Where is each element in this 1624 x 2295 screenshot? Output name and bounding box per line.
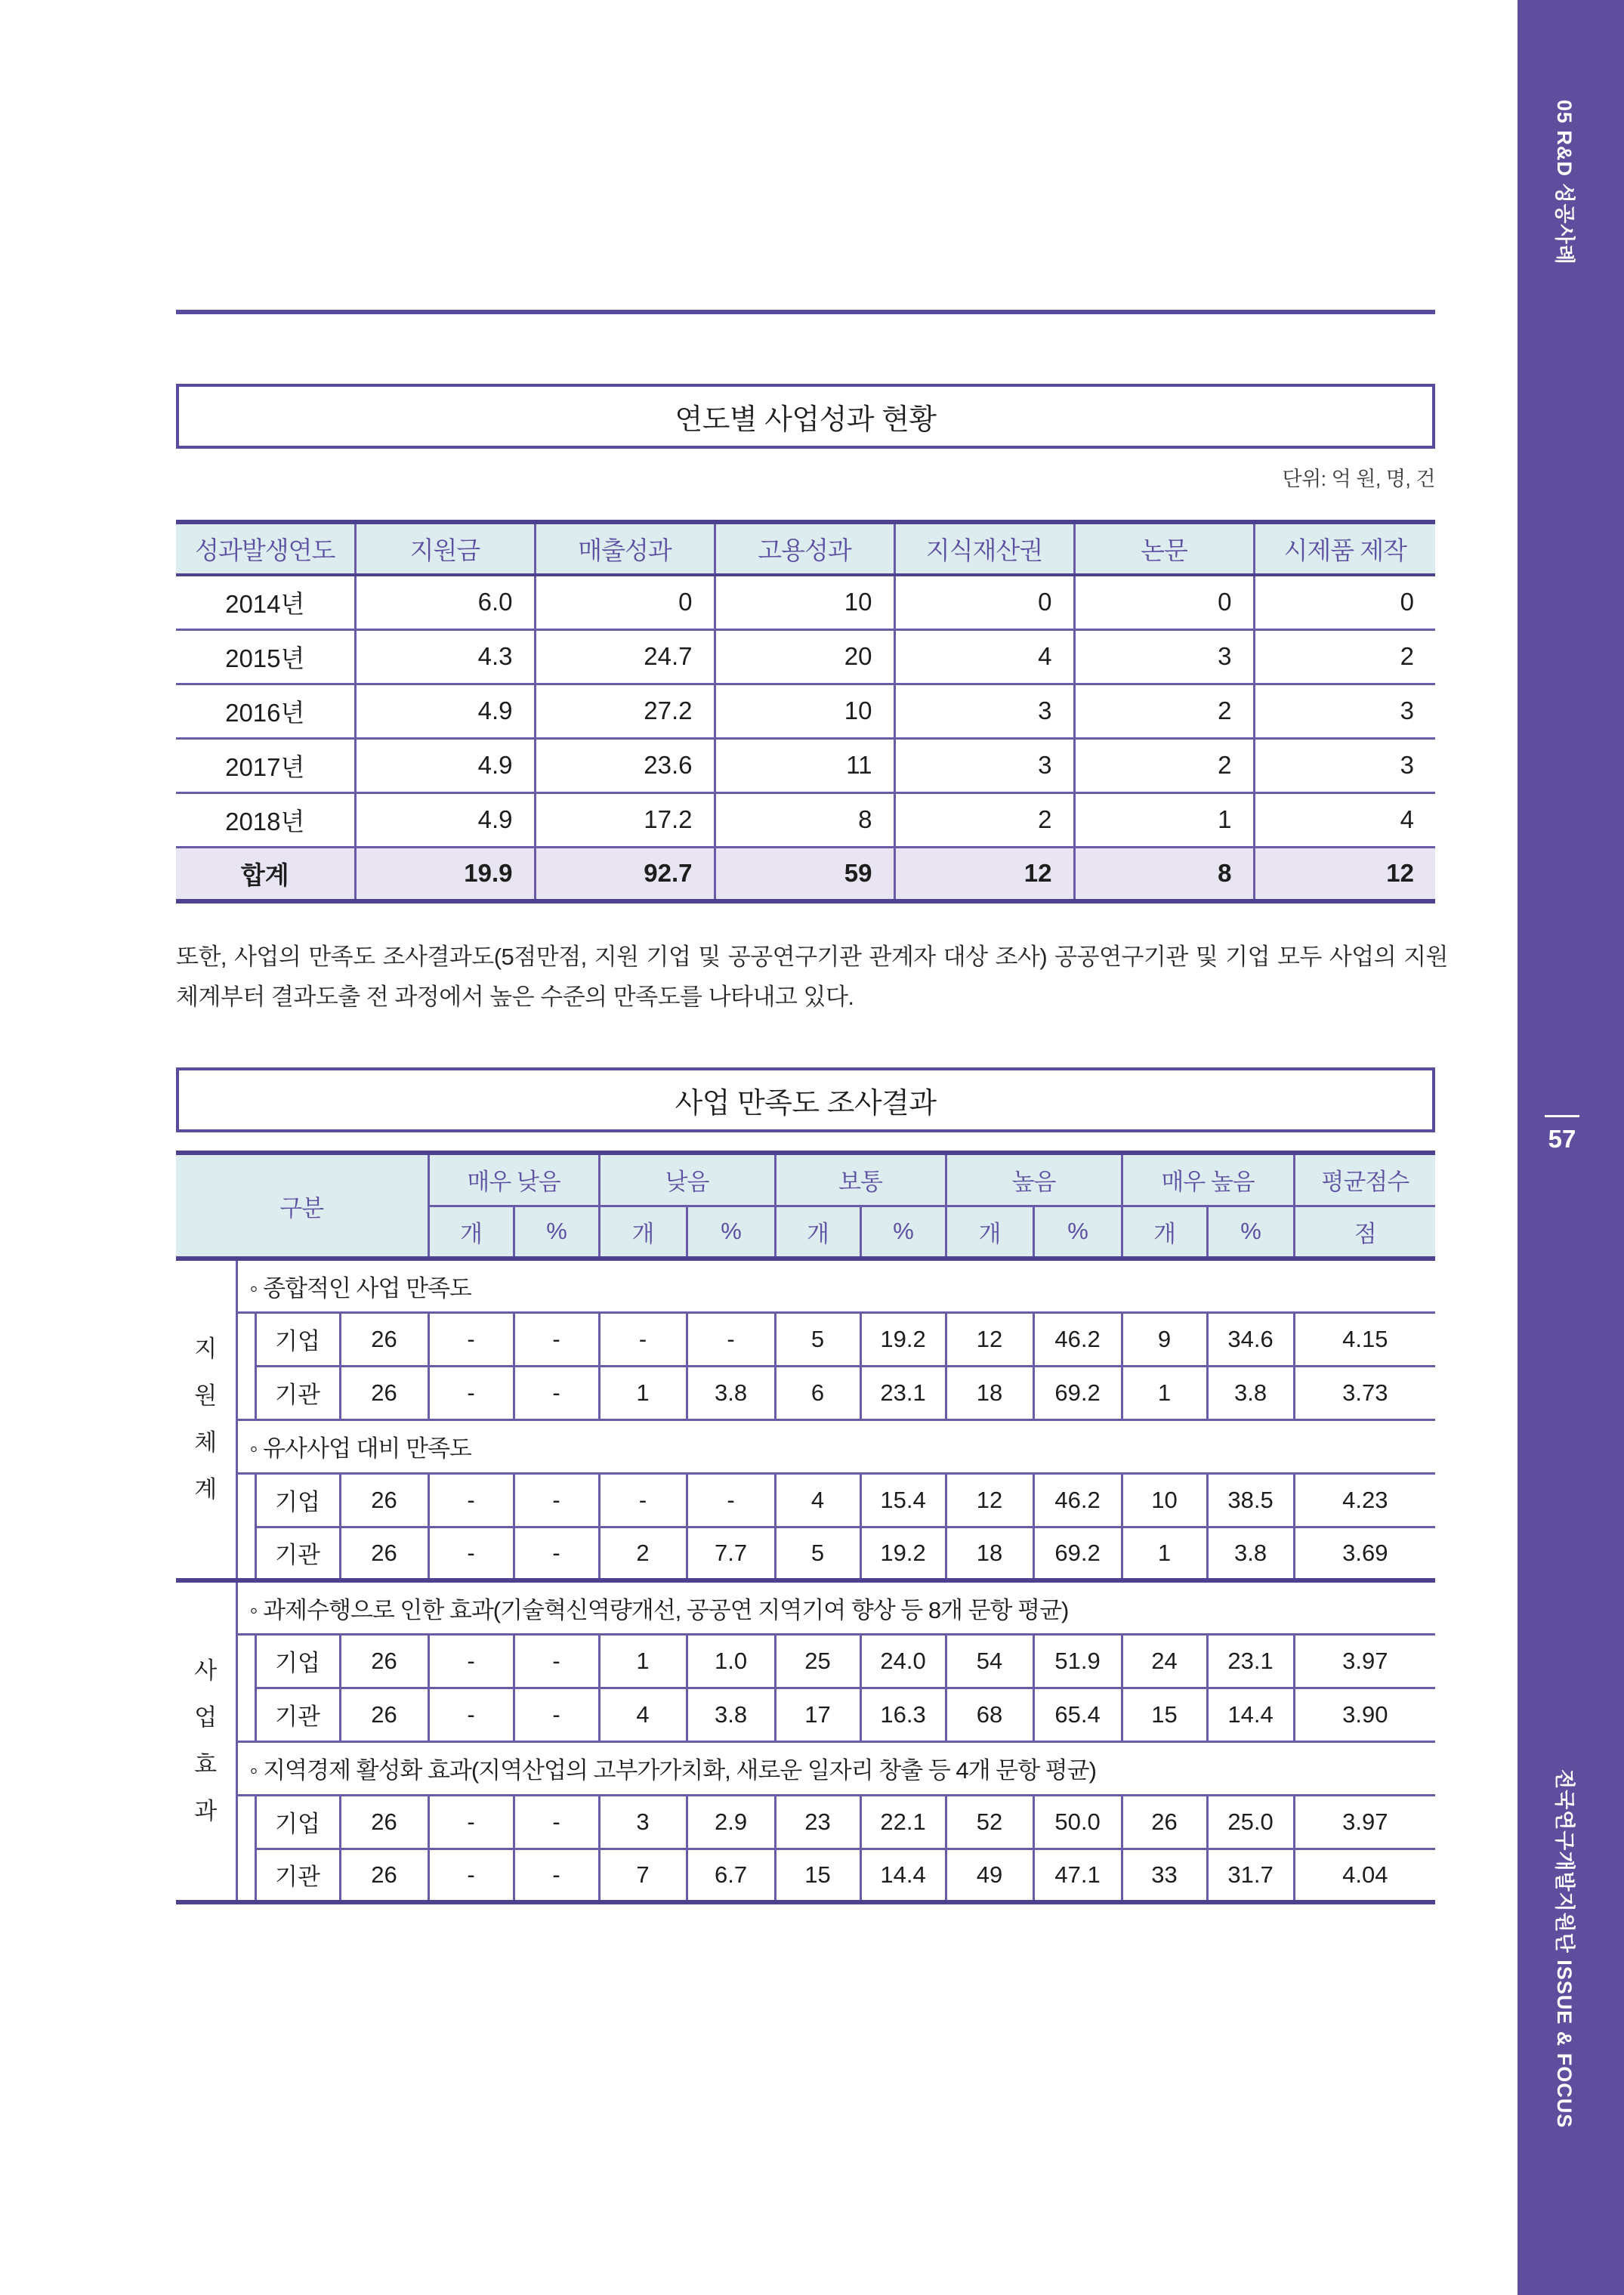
t2-group-label: 지원체계: [194, 1336, 218, 1503]
t2-respondent-cell: 기관: [255, 1366, 340, 1419]
table1-title: 연도별 사업성과 현황: [675, 403, 937, 436]
t2-cell: -: [687, 1312, 775, 1366]
t2-avg-cell: 4.04: [1294, 1849, 1435, 1902]
t2-cell: 18: [946, 1527, 1033, 1580]
t2-cell: 1: [1122, 1527, 1207, 1580]
t2-respondent-cell: 기업: [255, 1634, 340, 1688]
t2-unit-header: 개: [946, 1206, 1033, 1259]
t2-avg-cell: 3.73: [1294, 1366, 1435, 1419]
t1-cell: 3: [1254, 738, 1435, 792]
t1-total-label: 합계: [176, 847, 355, 901]
t2-cell: -: [428, 1849, 514, 1902]
body-paragraph: 또한, 사업의 만족도 조사결과도(5점만점, 지원 기업 및 공공연구기관 관계자 대상 조사) 공공연구기관 및 기업 모두 사업의 지원체계부터 결과도출 전 과정에서 높은 수준의 만족도를 나타내고 있다.: [176, 944, 1448, 1010]
t2-cell: 46.2: [1033, 1473, 1122, 1527]
t2-cell: 2: [599, 1527, 687, 1580]
t2-unit-header: 개: [775, 1206, 860, 1259]
t2-cell: 7.7: [687, 1527, 775, 1580]
t2-cell: 18: [946, 1366, 1033, 1419]
t2-respondent-cell: 기업: [255, 1312, 340, 1366]
t2-unit-header: 개: [1122, 1206, 1207, 1259]
t2-cell: -: [514, 1634, 599, 1688]
t1-cell: 3: [894, 738, 1074, 792]
t1-cell: 0: [894, 575, 1074, 629]
t2-n-cell: 26: [340, 1688, 428, 1741]
t2-unit-header: %: [687, 1206, 775, 1259]
t2-cell: 23.1: [1207, 1634, 1294, 1688]
t2-cell: 31.7: [1207, 1849, 1294, 1902]
t2-cell: -: [428, 1473, 514, 1527]
t2-cell: -: [514, 1688, 599, 1741]
t1-cell: 20: [715, 629, 894, 684]
t1-cell: 4.9: [355, 738, 535, 792]
t2-cell: -: [514, 1849, 599, 1902]
t2-section-row: [176, 1741, 1435, 1795]
t2-cell: 1.0: [687, 1634, 775, 1688]
t2-cell: 22.1: [860, 1795, 946, 1849]
t2-respondent-cell: 기관: [255, 1849, 340, 1902]
t2-unit-header: 개: [599, 1206, 687, 1259]
t2-n-cell: 26: [340, 1366, 428, 1419]
t2-cell: 68: [946, 1688, 1033, 1741]
t2-spacer-cell: [236, 1795, 255, 1849]
t2-respondent-cell: 기업: [255, 1473, 340, 1527]
t2-section-title: ◦ 지역경제 활성화 효과(지역산업의 고부가가치화, 새로운 일자리 창출 등 4개 문항 평균): [236, 1741, 1435, 1795]
t2-n-cell: 26: [340, 1312, 428, 1366]
t1-cell: 4.9: [355, 684, 535, 738]
t2-cell: 17: [775, 1688, 860, 1741]
t2-cell: 69.2: [1033, 1527, 1122, 1580]
t2-cell: 25.0: [1207, 1795, 1294, 1849]
t1-cell: 8: [1074, 847, 1254, 901]
t2-cell: 50.0: [1033, 1795, 1122, 1849]
t2-unit-header: 개: [428, 1206, 514, 1259]
t2-cell: -: [428, 1366, 514, 1419]
t2-cell: 38.5: [1207, 1473, 1294, 1527]
t1-cell: 24.7: [535, 629, 715, 684]
t2-section-title: ◦ 유사사업 대비 만족도: [236, 1419, 1435, 1473]
t2-cell: 25: [775, 1634, 860, 1688]
t2-cell: -: [428, 1688, 514, 1741]
t2-cell: -: [428, 1634, 514, 1688]
table-row: [176, 1849, 1435, 1902]
t1-col-header: 지식재산권: [894, 522, 1074, 575]
t2-cell: 49: [946, 1849, 1033, 1902]
t2-cell: 3.8: [687, 1366, 775, 1419]
table2-title: 사업 만족도 조사결과: [675, 1087, 937, 1120]
t2-scale-header: 낮음: [599, 1153, 775, 1206]
sidebar-publication-label: 전국연구개발지원단 ISSUE & FOCUS: [1553, 1769, 1576, 2129]
t2-cell: 9: [1122, 1312, 1207, 1366]
table-row: [176, 629, 1435, 684]
t1-cell: 23.6: [535, 738, 715, 792]
t2-cell: -: [428, 1795, 514, 1849]
t2-cell: 1: [599, 1634, 687, 1688]
table-row: [176, 1366, 1435, 1419]
t2-cell: -: [687, 1473, 775, 1527]
t2-unit-header: 점: [1294, 1206, 1435, 1259]
page-number-divider: [1545, 1115, 1579, 1117]
t1-cell: 6.0: [355, 575, 535, 629]
t2-group-label-cell: [176, 1580, 236, 1902]
unit-note: 단위: 억 원, 명, 건: [1282, 468, 1435, 490]
t1-cell: 92.7: [535, 847, 715, 901]
t2-scale-header: 매우 낮음: [428, 1153, 599, 1206]
t2-cell: 34.6: [1207, 1312, 1294, 1366]
t1-col-header: 지원금: [355, 522, 535, 575]
t2-cell: 15: [1122, 1688, 1207, 1741]
t2-cell: -: [428, 1527, 514, 1580]
t1-total-row: [176, 847, 1435, 901]
t2-spacer-cell: [236, 1366, 255, 1419]
t2-cell: 65.4: [1033, 1688, 1122, 1741]
t2-spacer-cell: [236, 1634, 255, 1688]
t2-scale-header: 높음: [946, 1153, 1122, 1206]
t2-cell: 6: [775, 1366, 860, 1419]
page-number-block: [1545, 1115, 1579, 1154]
t2-cell: 19.2: [860, 1527, 946, 1580]
table-row: [176, 1473, 1435, 1527]
t2-respondent-cell: 기업: [255, 1795, 340, 1849]
t1-year-cell: 2014년: [176, 575, 355, 629]
t1-cell: 2: [1074, 684, 1254, 738]
t2-cell: 24.0: [860, 1634, 946, 1688]
t2-n-cell: 26: [340, 1849, 428, 1902]
t2-cell: -: [514, 1795, 599, 1849]
t2-scale-header: 매우 높음: [1122, 1153, 1294, 1206]
t1-cell: 11: [715, 738, 894, 792]
table-row: [176, 1312, 1435, 1366]
t2-avg-cell: 4.23: [1294, 1473, 1435, 1527]
t1-year-cell: 2016년: [176, 684, 355, 738]
t2-group-label: 사업효과: [194, 1657, 218, 1824]
table-row: [176, 1527, 1435, 1580]
t1-col-header: 논문: [1074, 522, 1254, 575]
t2-cell: -: [599, 1312, 687, 1366]
t2-cell: 3.8: [687, 1688, 775, 1741]
t2-cell: 54: [946, 1634, 1033, 1688]
table-row: [176, 738, 1435, 792]
t1-cell: 2: [1254, 629, 1435, 684]
t1-cell: 8: [715, 792, 894, 847]
t1-cell: 0: [535, 575, 715, 629]
t2-cell: 1: [1122, 1366, 1207, 1419]
t1-cell: 17.2: [535, 792, 715, 847]
t2-cell: 23.1: [860, 1366, 946, 1419]
t2-cell: 69.2: [1033, 1366, 1122, 1419]
t2-cell: -: [514, 1473, 599, 1527]
page-number: 57: [1548, 1125, 1576, 1153]
t2-avg-header: 평균점수: [1294, 1153, 1435, 1206]
t2-cell: 33: [1122, 1849, 1207, 1902]
t2-cell: 19.2: [860, 1312, 946, 1366]
t1-cell: 4.3: [355, 629, 535, 684]
t1-cell: 59: [715, 847, 894, 901]
t1-cell: 4.9: [355, 792, 535, 847]
t2-cell: 5: [775, 1312, 860, 1366]
t2-spacer-cell: [236, 1849, 255, 1902]
top-rule: [176, 310, 1435, 314]
t2-avg-cell: 3.97: [1294, 1795, 1435, 1849]
t1-col-header: 시제품 제작: [1254, 522, 1435, 575]
t2-cell: 4: [775, 1473, 860, 1527]
t2-respondent-cell: 기관: [255, 1688, 340, 1741]
t1-cell: 0: [1074, 575, 1254, 629]
table1-title-box: [176, 384, 1435, 449]
t2-cell: -: [514, 1312, 599, 1366]
t2-cell: 14.4: [860, 1849, 946, 1902]
t2-cell: -: [599, 1473, 687, 1527]
t1-cell: 3: [894, 684, 1074, 738]
t2-cell: 6.7: [687, 1849, 775, 1902]
t2-cell: 46.2: [1033, 1312, 1122, 1366]
t2-avg-cell: 3.97: [1294, 1634, 1435, 1688]
t2-unit-header: %: [1207, 1206, 1294, 1259]
t1-year-cell: 2015년: [176, 629, 355, 684]
t1-col-header: 고용성과: [715, 522, 894, 575]
t1-cell: 3: [1074, 629, 1254, 684]
t2-cell: 3.8: [1207, 1527, 1294, 1580]
t1-cell: 10: [715, 575, 894, 629]
satisfaction-survey-table: [176, 1151, 1435, 1904]
t1-year-cell: 2017년: [176, 738, 355, 792]
t2-cell: 2.9: [687, 1795, 775, 1849]
t2-group-label-cell: [176, 1259, 236, 1580]
table-row: [176, 684, 1435, 738]
t2-cell: 12: [946, 1473, 1033, 1527]
t2-avg-cell: 3.69: [1294, 1527, 1435, 1580]
t2-cell: -: [428, 1312, 514, 1366]
t2-cell: 1: [599, 1366, 687, 1419]
t2-gubun-header: 구분: [176, 1153, 428, 1259]
t1-cell: 3: [1254, 684, 1435, 738]
t2-spacer-cell: [236, 1312, 255, 1366]
yearly-performance-table: [176, 520, 1435, 903]
t2-unit-header: %: [860, 1206, 946, 1259]
t2-cell: 10: [1122, 1473, 1207, 1527]
t2-cell: 14.4: [1207, 1688, 1294, 1741]
t2-cell: 12: [946, 1312, 1033, 1366]
table2-title-box: [176, 1067, 1435, 1132]
t1-header-row: [176, 522, 1435, 575]
t2-cell: 23: [775, 1795, 860, 1849]
table-row: [176, 1795, 1435, 1849]
t2-unit-header: %: [514, 1206, 599, 1259]
t2-n-cell: 26: [340, 1795, 428, 1849]
t1-cell: 2: [894, 792, 1074, 847]
t1-cell: 10: [715, 684, 894, 738]
t1-cell: 2: [1074, 738, 1254, 792]
t2-cell: 3.8: [1207, 1366, 1294, 1419]
t2-n-cell: 26: [340, 1473, 428, 1527]
t2-cell: -: [514, 1527, 599, 1580]
t2-cell: 51.9: [1033, 1634, 1122, 1688]
t1-cell: 0: [1254, 575, 1435, 629]
table-row: [176, 575, 1435, 629]
t2-section-row: [176, 1580, 1435, 1634]
t2-cell: 26: [1122, 1795, 1207, 1849]
t2-scale-header: 보통: [775, 1153, 946, 1206]
t2-cell: 47.1: [1033, 1849, 1122, 1902]
t2-n-cell: 26: [340, 1634, 428, 1688]
t1-cell: 4: [1254, 792, 1435, 847]
t2-spacer-cell: [236, 1527, 255, 1580]
t2-cell: 5: [775, 1527, 860, 1580]
t2-section-row: [176, 1259, 1435, 1312]
t1-year-cell: 2018년: [176, 792, 355, 847]
t2-cell: 3: [599, 1795, 687, 1849]
t1-cell: 27.2: [535, 684, 715, 738]
t2-n-cell: 26: [340, 1527, 428, 1580]
t2-cell: 16.3: [860, 1688, 946, 1741]
t1-cell: 12: [894, 847, 1074, 901]
t2-section-row: [176, 1419, 1435, 1473]
t1-cell: 4: [894, 629, 1074, 684]
t2-unit-header: %: [1033, 1206, 1122, 1259]
sidebar-chapter-label: 05 R&D 성공사례: [1553, 100, 1576, 265]
t2-header-row-1: [176, 1153, 1435, 1206]
t1-col-header: 성과발생연도: [176, 522, 355, 575]
t2-spacer-cell: [236, 1473, 255, 1527]
t1-col-header: 매출성과: [535, 522, 715, 575]
t2-cell: -: [514, 1366, 599, 1419]
t2-cell: 15.4: [860, 1473, 946, 1527]
table-row: [176, 1634, 1435, 1688]
t2-avg-cell: 3.90: [1294, 1688, 1435, 1741]
t2-cell: 4: [599, 1688, 687, 1741]
t2-section-title: ◦ 과제수행으로 인한 효과(기술혁신역량개선, 공공연 지역기여 향상 등 8개 문항 평균): [236, 1580, 1435, 1634]
t2-spacer-cell: [236, 1688, 255, 1741]
table-row: [176, 792, 1435, 847]
t2-cell: 7: [599, 1849, 687, 1902]
t1-cell: 12: [1254, 847, 1435, 901]
t2-cell: 52: [946, 1795, 1033, 1849]
t2-cell: 15: [775, 1849, 860, 1902]
t2-respondent-cell: 기관: [255, 1527, 340, 1580]
t2-cell: 24: [1122, 1634, 1207, 1688]
table-row: [176, 1688, 1435, 1741]
t2-avg-cell: 4.15: [1294, 1312, 1435, 1366]
t1-cell: 19.9: [355, 847, 535, 901]
t1-cell: 1: [1074, 792, 1254, 847]
t2-section-title: ◦ 종합적인 사업 만족도: [236, 1259, 1435, 1312]
